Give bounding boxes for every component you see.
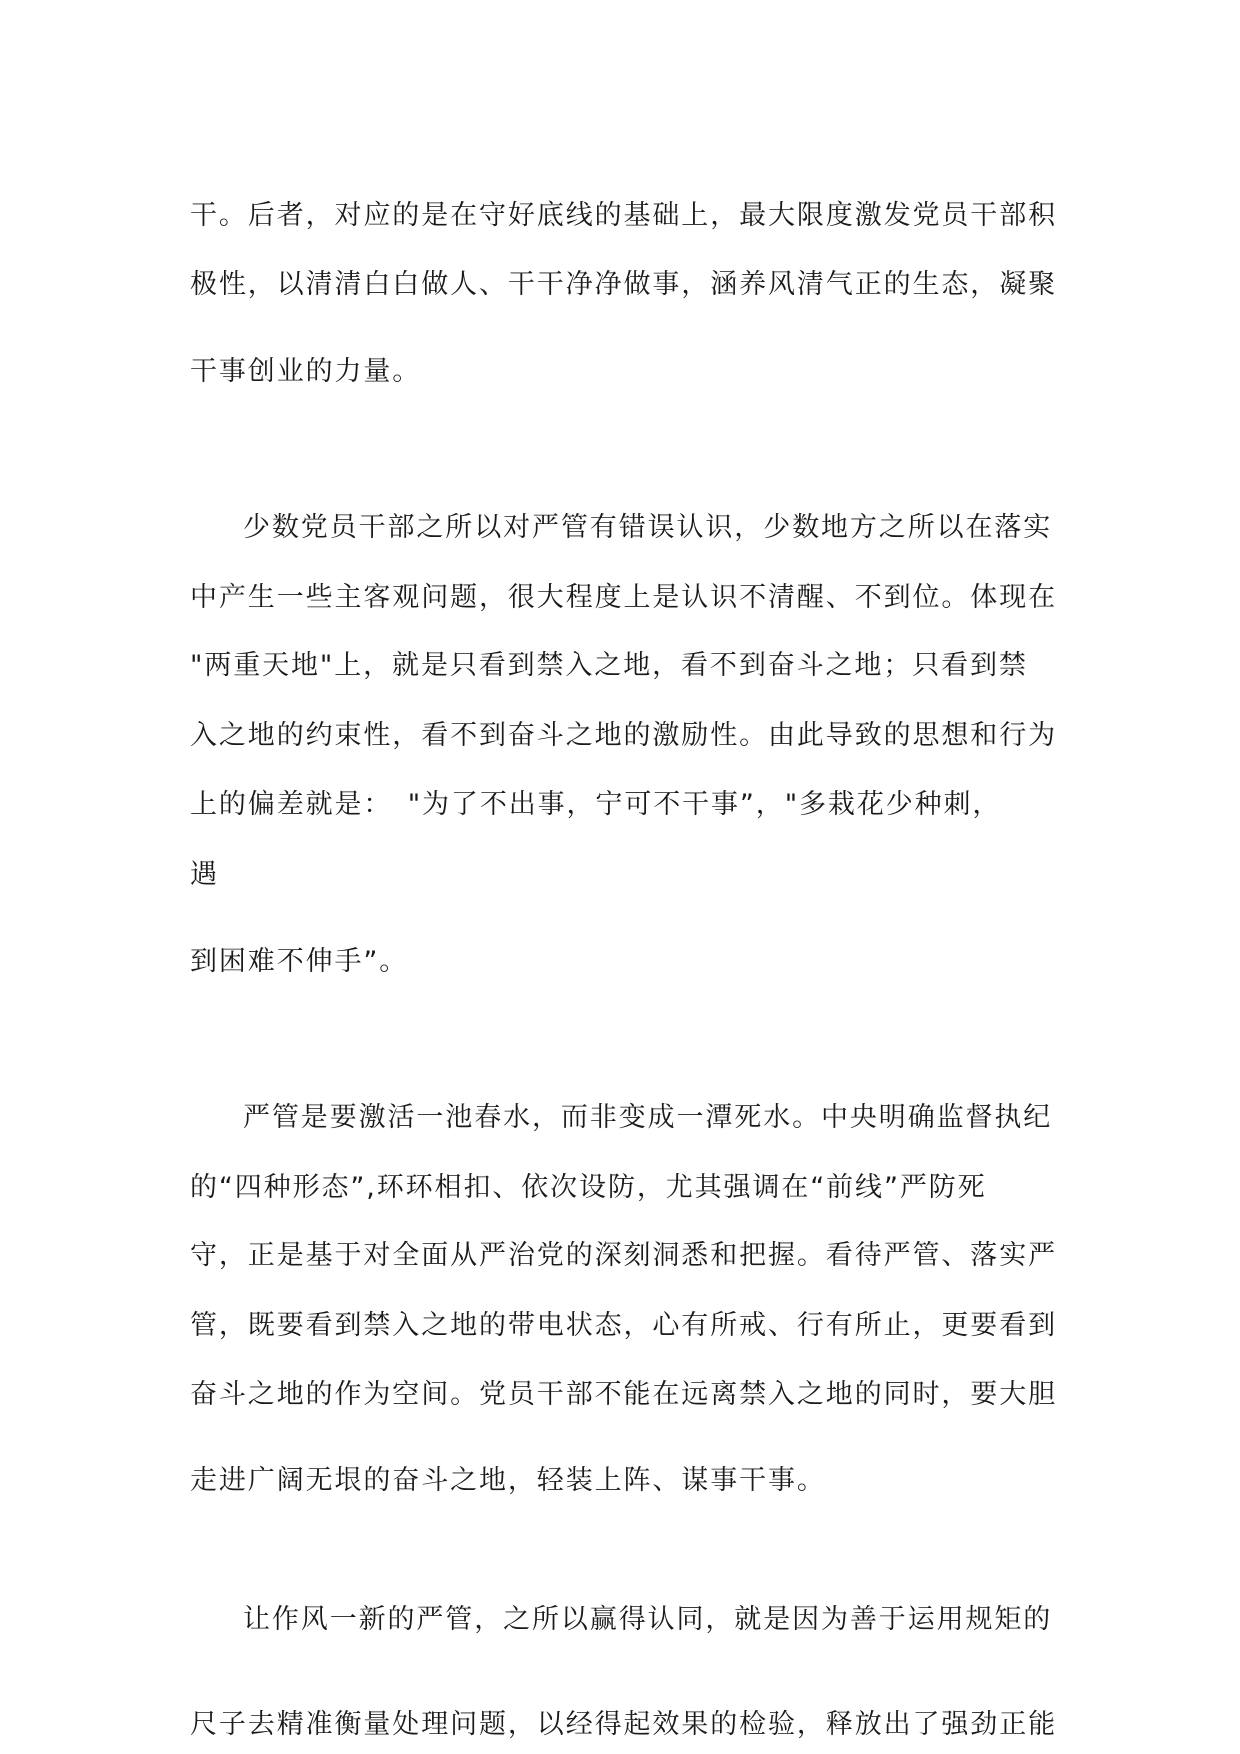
text-line: 奋斗之地的作为空间。党员干部不能在远离禁入之地的同时，要大胆 xyxy=(190,1379,1057,1410)
text-line: 遇 xyxy=(190,859,219,890)
text-line: 管，既要看到禁入之地的带电状态，心有所戒、行有所止，更要看到 xyxy=(190,1310,1057,1341)
text-line: 到困难不伸手”。 xyxy=(190,946,409,977)
text-line: 上的偏差就是： "为了不出事，宁可不干事”，"多栽花少种刺， xyxy=(190,789,1002,820)
text-line: 极性，以清清白白做人、干干净净做事，涵养风清气正的生态，凝聚 xyxy=(190,269,1057,300)
paragraph-first-line: 严管是要激活一池春水，而非变成一潭死水。中央明确监督执纪 xyxy=(243,1102,1053,1133)
text-line: 走进广阔无垠的奋斗之地，轻装上阵、谋事干事。 xyxy=(190,1465,826,1496)
text-line: 守，正是基于对全面从严治党的深刻洞悉和把握。看待严管、落实严 xyxy=(190,1240,1057,1271)
text-line: 入之地的约束性，看不到奋斗之地的激励性。由此导致的思想和行为 xyxy=(190,720,1057,751)
text-line: 干。后者，对应的是在守好底线的基础上，最大限度激发党员干部积 xyxy=(190,200,1057,231)
paragraph-first-line: 少数党员干部之所以对严管有错误认识，少数地方之所以在落实 xyxy=(243,512,1053,543)
paragraph-first-line: 让作风一新的严管，之所以赢得认同，就是因为善于运用规矩的 xyxy=(243,1604,1053,1635)
text-line: 干事创业的力量。 xyxy=(190,356,422,387)
text-line: 尺子去精准衡量处理问题，以经得起效果的检验，释放出了强劲正能 xyxy=(190,1709,1057,1740)
text-line: "两重天地"上，就是只看到禁入之地，看不到奋斗之地；只看到禁 xyxy=(190,650,1028,681)
text-line: 中产生一些主客观问题，很大程度上是认识不清醒、不到位。体现在 xyxy=(190,582,1057,613)
text-line: 的“四种形态”,环环相扣、依次设防，尤其强调在“前线”严防死 xyxy=(190,1172,987,1203)
